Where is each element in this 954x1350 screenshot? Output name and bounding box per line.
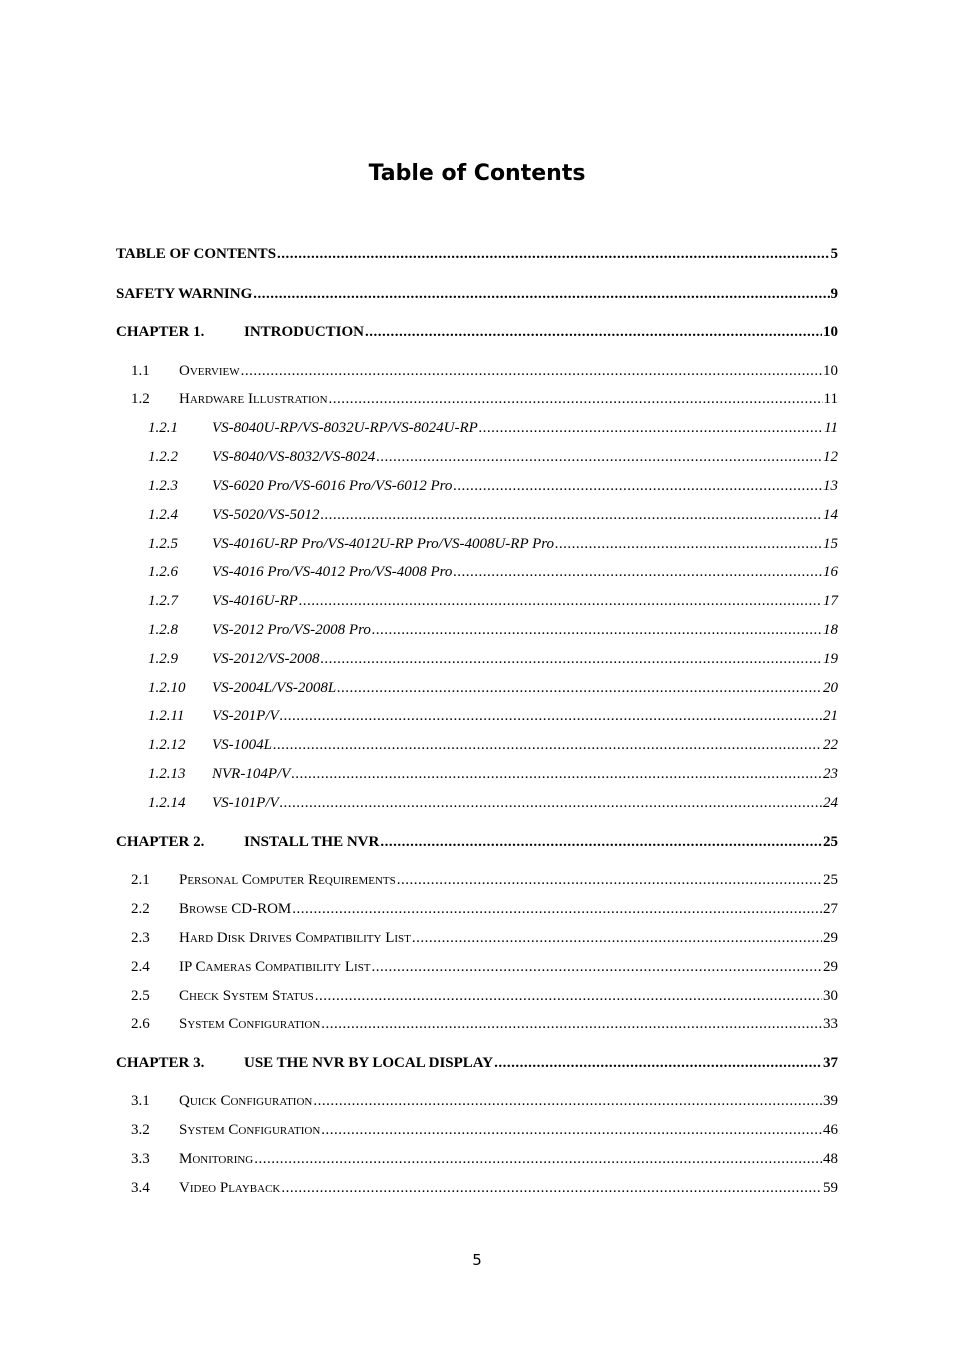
- toc-entry[interactable]: [116, 244, 838, 264]
- toc-dot-leader: [397, 870, 822, 890]
- toc-entry[interactable]: [116, 1091, 838, 1111]
- toc-dot-leader: [380, 832, 822, 852]
- toc-dot-leader: [494, 1053, 822, 1073]
- toc-dot-leader: [453, 562, 822, 582]
- toc-entry[interactable]: [116, 928, 838, 948]
- toc-entry-title: VS-8040U-RP/VS-8032U-RP/VS-8024U-RP: [212, 420, 478, 436]
- toc-entry-title: TABLE OF CONTENTS: [116, 246, 277, 262]
- toc-dot-leader: [280, 793, 822, 813]
- toc-entry[interactable]: [116, 418, 838, 438]
- toc-dot-leader: [273, 735, 822, 755]
- toc-entry-number: 3.1: [131, 1093, 150, 1109]
- toc-dot-leader: [329, 389, 823, 409]
- toc-entry-title: VS-2004L/VS-2008L: [212, 680, 337, 696]
- toc-entry-title: Monitoring: [179, 1151, 254, 1167]
- toc-entry[interactable]: [116, 476, 838, 496]
- toc-entry[interactable]: [116, 389, 838, 409]
- toc-entry-title: Overview: [179, 363, 240, 379]
- toc-entry-page: 10: [823, 363, 838, 379]
- toc-entry-number: 1.2.9: [148, 651, 178, 667]
- toc-entry[interactable]: [116, 620, 838, 640]
- toc-entry-number: 1.2: [131, 391, 150, 407]
- toc-entry-number: 1.2.4: [148, 507, 178, 523]
- toc-entry-title: USE THE NVR BY LOCAL DISPLAY: [244, 1055, 494, 1071]
- toc-entry-page: 30: [823, 988, 838, 1004]
- toc-dot-leader: [337, 678, 822, 698]
- toc-entry-page: 11: [823, 391, 838, 407]
- toc-entry-page: 33: [823, 1016, 838, 1032]
- toc-entry-title: Video Playback: [179, 1180, 281, 1196]
- toc-entry-page: 29: [823, 930, 838, 946]
- toc-entry-page: 25: [823, 872, 838, 888]
- toc-entry-title: VS-5020/VS-5012: [212, 507, 320, 523]
- toc-entry-number: 2.6: [131, 1016, 150, 1032]
- toc-entry-title: VS-201P/V: [212, 708, 279, 724]
- toc-entry-number: 3.2: [131, 1122, 150, 1138]
- toc-entry-page: 39: [823, 1093, 838, 1109]
- toc-entry-number: 1.2.3: [148, 478, 178, 494]
- toc-entry[interactable]: [116, 505, 838, 525]
- toc-entry-number: 2.5: [131, 988, 150, 1004]
- toc-dot-leader: [321, 1120, 822, 1140]
- toc-entry-title: Browse CD-ROM: [179, 901, 292, 917]
- toc-entry-title: Personal Computer Requirements: [179, 872, 396, 888]
- toc-entry-page: 24: [823, 795, 838, 811]
- toc-dot-leader: [453, 476, 822, 496]
- toc-entry-title: Check System Status: [179, 988, 314, 1004]
- toc-entry-number: 1.2.10: [148, 680, 186, 696]
- toc-entry-page: 11: [824, 420, 838, 436]
- toc-entry[interactable]: [116, 986, 838, 1006]
- toc-entry-number: 3.4: [131, 1180, 150, 1196]
- table-of-contents: [116, 0, 838, 1250]
- toc-dot-leader: [277, 244, 829, 264]
- toc-dot-leader: [299, 591, 822, 611]
- toc-entry[interactable]: [116, 1120, 838, 1140]
- toc-entry-page: 27: [823, 901, 838, 917]
- toc-entry[interactable]: [116, 735, 838, 755]
- toc-entry-page: 10: [823, 324, 838, 340]
- toc-entry-page: 46: [823, 1122, 838, 1138]
- toc-entry[interactable]: [116, 591, 838, 611]
- toc-entry-number: 1.2.13: [148, 766, 186, 782]
- toc-entry[interactable]: [116, 562, 838, 582]
- toc-entry-page: 17: [823, 593, 838, 609]
- toc-entry-title: System Configuration: [179, 1122, 321, 1138]
- toc-entry-page: 5: [830, 246, 838, 262]
- toc-entry-title: INSTALL THE NVR: [244, 834, 380, 850]
- toc-entry-title: VS-4016U-RP: [212, 593, 298, 609]
- toc-entry-number: 2.4: [131, 959, 150, 975]
- toc-dot-leader: [372, 957, 822, 977]
- toc-entry-page: 18: [823, 622, 838, 638]
- toc-entry-number: 1.2.2: [148, 449, 178, 465]
- toc-entry-number: CHAPTER 2.: [116, 834, 205, 850]
- page-number: 5: [472, 1251, 482, 1269]
- toc-dot-leader: [253, 284, 829, 304]
- toc-entry-title: VS-4016U-RP Pro/VS-4012U-RP Pro/VS-4008U-RP Pro: [212, 536, 555, 552]
- toc-entry-title: VS-8040/VS-8032/VS-8024: [212, 449, 376, 465]
- toc-dot-leader: [281, 1178, 822, 1198]
- toc-dot-leader: [412, 928, 822, 948]
- toc-entry-number: 2.2: [131, 901, 150, 917]
- toc-entry-number: 2.1: [131, 872, 150, 888]
- toc-entry[interactable]: [116, 534, 838, 554]
- toc-entry-title: VS-1004L: [212, 737, 272, 753]
- toc-entry[interactable]: [116, 447, 838, 467]
- toc-entry[interactable]: [116, 1178, 838, 1198]
- toc-dot-leader: [291, 764, 822, 784]
- toc-entry[interactable]: [116, 1053, 838, 1073]
- toc-entry-title: VS-101P/V: [212, 795, 279, 811]
- toc-dot-leader: [320, 505, 822, 525]
- toc-dot-leader: [555, 534, 822, 554]
- toc-entry-page: 16: [823, 564, 838, 580]
- page-title: Table of Contents: [368, 161, 586, 186]
- toc-entry[interactable]: [116, 706, 838, 726]
- toc-entry-page: 19: [823, 651, 838, 667]
- toc-entry[interactable]: [116, 1014, 838, 1034]
- toc-entry-number: 3.3: [131, 1151, 150, 1167]
- toc-entry-page: 15: [823, 536, 838, 552]
- toc-dot-leader: [292, 899, 822, 919]
- toc-entry-number: 1.1: [131, 363, 150, 379]
- toc-dot-leader: [376, 447, 822, 467]
- toc-entry[interactable]: [116, 957, 838, 977]
- toc-entry-title: Hardware Illustration: [179, 391, 328, 407]
- toc-entry-title: Hard Disk Drives Compatibility List: [179, 930, 411, 946]
- toc-dot-leader: [313, 1091, 822, 1111]
- toc-entry-title: SAFETY WARNING: [116, 286, 253, 302]
- toc-entry-number: 1.2.11: [148, 708, 185, 724]
- toc-entry-page: 21: [823, 708, 838, 724]
- toc-entry-number: 2.3: [131, 930, 150, 946]
- toc-entry-number: 1.2.12: [148, 737, 186, 753]
- toc-entry[interactable]: [116, 870, 838, 890]
- toc-dot-leader: [321, 1014, 822, 1034]
- toc-dot-leader: [241, 361, 822, 381]
- toc-entry[interactable]: [116, 899, 838, 919]
- toc-entry-number: 1.2.5: [148, 536, 178, 552]
- toc-dot-leader: [365, 322, 822, 342]
- toc-dot-leader: [315, 986, 822, 1006]
- toc-entry-title: VS-2012 Pro/VS-2008 Pro: [212, 622, 371, 638]
- toc-entry-page: 9: [830, 286, 838, 302]
- toc-entry[interactable]: [116, 678, 838, 698]
- toc-entry-page: 22: [823, 737, 838, 753]
- toc-entry-number: CHAPTER 1.: [116, 324, 205, 340]
- toc-dot-leader: [479, 418, 823, 438]
- toc-entry-page: 48: [823, 1151, 838, 1167]
- toc-dot-leader: [254, 1149, 822, 1169]
- toc-entry[interactable]: [116, 1149, 838, 1169]
- toc-dot-leader: [280, 706, 822, 726]
- toc-entry[interactable]: [116, 361, 838, 381]
- toc-entry-page: 59: [823, 1180, 838, 1196]
- toc-entry-title: VS-2012/VS-2008: [212, 651, 320, 667]
- toc-entry[interactable]: [116, 832, 838, 852]
- toc-entry-page: 12: [823, 449, 838, 465]
- toc-entry-number: 1.2.8: [148, 622, 178, 638]
- toc-entry-title: VS-4016 Pro/VS-4012 Pro/VS-4008 Pro: [212, 564, 453, 580]
- toc-entry[interactable]: [116, 284, 838, 304]
- toc-entry-number: 1.2.14: [148, 795, 186, 811]
- toc-dot-leader: [320, 649, 822, 669]
- toc-entry-title: IP Cameras Compatibility List: [179, 959, 371, 975]
- toc-entry[interactable]: [116, 793, 838, 813]
- toc-entry-number: 1.2.6: [148, 564, 178, 580]
- toc-entry-page: 23: [823, 766, 838, 782]
- toc-entry-number: 1.2.1: [148, 420, 178, 436]
- toc-entry-page: 13: [823, 478, 838, 494]
- toc-entry-title: NVR-104P/V: [212, 766, 291, 782]
- toc-entry-number: 1.2.7: [148, 593, 178, 609]
- toc-entry-number: CHAPTER 3.: [116, 1055, 205, 1071]
- toc-entry-page: 29: [823, 959, 838, 975]
- toc-entry-title: INTRODUCTION: [244, 324, 365, 340]
- toc-entry-page: 25: [823, 834, 838, 850]
- toc-entry-page: 37: [823, 1055, 838, 1071]
- toc-dot-leader: [372, 620, 822, 640]
- toc-entry[interactable]: [116, 322, 838, 342]
- toc-entry[interactable]: [116, 764, 838, 784]
- toc-entry[interactable]: [116, 649, 838, 669]
- toc-entry-page: 14: [823, 507, 838, 523]
- toc-entry-title: VS-6020 Pro/VS-6016 Pro/VS-6012 Pro: [212, 478, 453, 494]
- toc-entry-title: Quick Configuration: [179, 1093, 313, 1109]
- toc-entry-page: 20: [823, 680, 838, 696]
- toc-entry-title: System Configuration: [179, 1016, 321, 1032]
